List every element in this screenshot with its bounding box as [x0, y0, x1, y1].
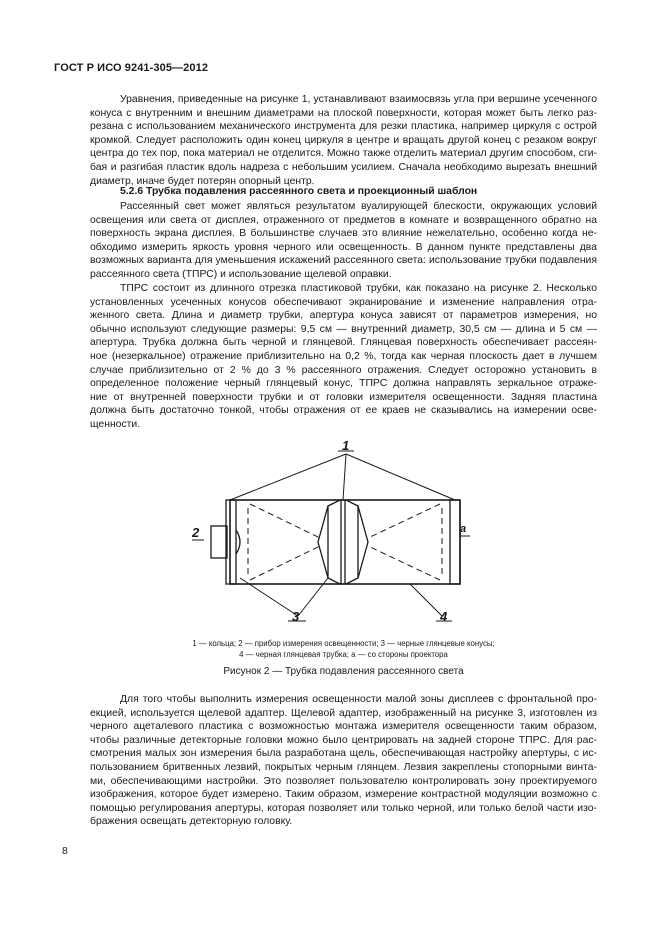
paragraph-line: ми, обеспечивающими настройки. Это позволяет пользователю контролировать зону проектируемого	[90, 775, 597, 787]
leader-1-left	[230, 454, 346, 500]
paragraph-line: Уравнения, приведенные на рисунке 1, устанавливают взаимосвязь угла при вершине усеченного	[120, 94, 597, 105]
leader-1-right	[346, 454, 455, 500]
section-heading: 5.2.6 Трубка подавления рассеянного света и проекционный шаблон	[120, 186, 478, 197]
paragraph-line: рассеянного света (ТПРС) и использование щелевой оправки.	[90, 268, 392, 280]
paragraph-line: диаметр, иначе будет потерян опорный центр.	[90, 175, 315, 187]
paragraph-line: возможных варианта для уменьшения искажений рассеянного света: использование трубки подавления	[90, 255, 597, 267]
label-rings: 1	[342, 438, 350, 453]
document-header: ГОСТ Р ИСО 9241-305—2012	[54, 62, 209, 74]
label-cones: 3	[292, 609, 300, 624]
leader-1-mid	[343, 454, 346, 500]
paragraph-line: апертура. Трубка должна быть черной и глянцевой. Глянцевая поверхность обеспечивает рассеян-	[90, 337, 597, 349]
paragraph-line: черного ацеталевого пластика с возможностью монтажа измерителя освещенности таким образом,	[90, 721, 597, 733]
paragraph-line: Для того чтобы выполнить измерения освещенности малой зоны дисплеев с фронтальной про-	[120, 694, 597, 705]
paragraph-line: бая и разгибая пластик вдоль надреза с небольшим усилием. Сначала необходимо вырезать внешний	[90, 161, 597, 173]
page-number: 8	[62, 846, 68, 857]
paragraph-line: смотрения малых зон измерения была разработана щель, обеспечивающая настройку апертуры, с ис-	[90, 748, 597, 760]
paragraph-line: женного света. Длина и диаметр трубки, апертура конуса зависят от параметров измерения, но	[90, 310, 597, 322]
legend-line-1: 1 — кольца; 2 — прибор измерения освещенности; 3 — черные глянцевые конусы;	[192, 639, 495, 648]
paragraph-line: щенности.	[90, 418, 141, 430]
paragraph-line: установленных усеченных конусов обеспечивают экранирование и изменение направления отра-	[90, 296, 597, 308]
paragraph-line: ТПРС состоит из длинного отрезка пластиковой трубки, как показано на рисунке 2. Несколько	[120, 283, 597, 294]
paragraph-line: бражения освещать детекторную головку.	[90, 816, 293, 828]
leader-4	[410, 584, 442, 616]
paragraph-line: ние от внутренней поверхности трубки и от головки измерителя освещенности. Задняя пластина	[90, 391, 597, 403]
label-tube: 4	[440, 609, 448, 624]
paragraph-cone-equations	[90, 93, 597, 188]
meter-box	[211, 526, 227, 558]
paragraph-tprs-description	[90, 282, 597, 432]
label-meter: 2	[192, 525, 200, 540]
paragraph-line: центра до тех пор, пока материал не отделится. Можно также отделить материал другим способом, сги-	[90, 148, 597, 160]
figure-light-suppression-tube	[150, 438, 510, 628]
paragraph-line: кромкой. Следует расположить один конец циркуля в центре и вращать другой конец с резаком вокруг	[90, 134, 597, 146]
paragraph-line: обходимо измерить яркость уровня черного или освещенность. В данном пункте представлены два	[90, 241, 597, 253]
paragraph-line: обычно используют следующие размеры: 9,5 см — внутренний диаметр, 30,5 см — длина и 5 см —	[90, 323, 597, 335]
paragraph-line: определенное положение черный глянцевый конус, ТПРС должна направлять зеркальное отраже-	[90, 378, 597, 390]
figure-caption: Рисунок 2 — Трубка подавления рассеянного света	[223, 666, 464, 677]
paragraph-line: чтобы различные детекторные головки можно было центрировать на задней стороне ТПРС. Для рас-	[90, 734, 597, 746]
paragraph-line: екцией, используется щелевой адаптер. Щелевой адаптер, изображенный на рисунке 3, изготовлен из	[90, 707, 597, 719]
paragraph-slit-adapter	[90, 693, 597, 829]
paragraph-line: Рассеянный свет может являться результатом вуалирующей блескости, окружающих условий	[120, 201, 597, 212]
right-ring	[450, 500, 460, 584]
figure-legend	[90, 638, 597, 660]
paragraph-line: поверхность экрана дисплея. В большинстве случаев это влияние нежелательно, особенно когда не-	[90, 228, 597, 240]
paragraph-line: должна быть достаточно тонкой, чтобы отражения от ее краев не сказывались на измерении осве-	[90, 405, 597, 417]
left-cone-line	[250, 504, 320, 538]
paragraph-line: конуса с внутренним и внешним диаметрами на плоской поверхности, которая может быть легко раз-	[90, 107, 597, 119]
paragraph-line: освещения или света от дисплея, отраженного от предметов в комнате и возвращенного обратно на	[90, 214, 597, 226]
paragraph-scattered-light	[90, 200, 597, 282]
center-cone	[318, 500, 368, 584]
legend-line-2: 4 — черная глянцевая трубка; а — со стороны проектора	[239, 650, 448, 659]
right-cone-line	[368, 504, 440, 538]
label-screen-side: а	[460, 523, 467, 535]
paragraph-line: случае приблизительно от 2 % до 3 % рассеянного отражения. Следует осторожно установить в	[90, 364, 597, 376]
paragraph-line: изображения, которое будет измерено. Таким образом, измерение контрастной модуляции возможно с	[90, 789, 597, 801]
paragraph-line: ное (незеркальное) отражение приблизительно на 0,2 %, тогда как черная плоскость дает в лучшем	[90, 350, 597, 362]
paragraph-line: пользованием бритвенных лезвий, покрытых черным глянцем. Лезвия закреплены стопорными винта-	[90, 761, 597, 773]
paragraph-line: помощью регулирования апертуры, которая позволяет или только черной, или только белой части изо-	[90, 802, 597, 814]
paragraph-line: резана с использованием механического инструмента для резки пластика, например циркуля с острой	[90, 121, 597, 133]
